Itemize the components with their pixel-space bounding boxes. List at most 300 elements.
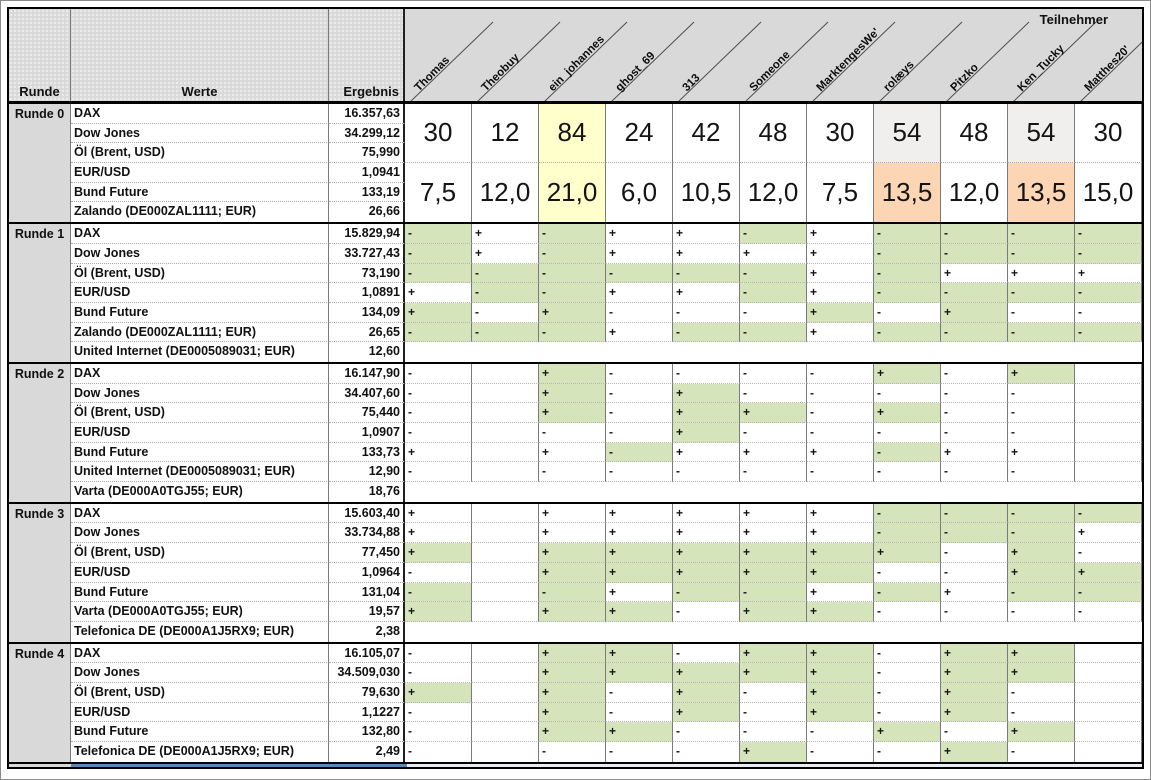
mark-cell[interactable]: - bbox=[1008, 504, 1075, 524]
mark-cell[interactable] bbox=[472, 683, 539, 703]
mark-cell[interactable]: - bbox=[405, 264, 472, 284]
mark-cell[interactable]: + bbox=[941, 644, 1008, 664]
cell-werte[interactable]: Dow Jones bbox=[71, 384, 329, 404]
mark-cell[interactable]: + bbox=[606, 283, 673, 303]
cell-ergebnis[interactable]: 16.147,90 bbox=[329, 364, 405, 384]
mark-cell[interactable]: - bbox=[472, 264, 539, 284]
score-cell[interactable]: 24 bbox=[606, 104, 673, 163]
cell-ergebnis[interactable]: 134,09 bbox=[329, 303, 405, 323]
mark-cell[interactable]: - bbox=[606, 443, 673, 463]
mark-cell[interactable]: + bbox=[472, 244, 539, 264]
mark-cell[interactable]: - bbox=[807, 384, 874, 404]
mark-cell[interactable]: + bbox=[941, 703, 1008, 723]
mark-cell[interactable]: + bbox=[539, 722, 606, 742]
cell-werte[interactable]: Bund Future bbox=[71, 183, 329, 203]
score-cell[interactable]: 30 bbox=[807, 104, 874, 163]
mark-cell[interactable]: + bbox=[539, 403, 606, 423]
mark-cell[interactable]: + bbox=[807, 504, 874, 524]
mark-cell[interactable]: + bbox=[539, 384, 606, 404]
cell-ergebnis[interactable]: 18,76 bbox=[329, 482, 405, 502]
mark-cell[interactable] bbox=[472, 602, 539, 622]
cell-werte[interactable]: Zalando (DE000ZAL1111; EUR) bbox=[71, 202, 329, 222]
mark-cell[interactable]: - bbox=[539, 462, 606, 482]
mark-cell[interactable]: - bbox=[1008, 602, 1075, 622]
cell-werte[interactable]: Telefonica DE (DE000A1J5RX9; EUR) bbox=[71, 742, 329, 762]
mark-cell[interactable]: - bbox=[740, 703, 807, 723]
mark-cell[interactable]: - bbox=[606, 303, 673, 323]
score-cell[interactable]: 7,5 bbox=[807, 163, 874, 222]
cell-ergebnis[interactable]: 19,57 bbox=[329, 602, 405, 622]
mark-cell[interactable]: + bbox=[807, 443, 874, 463]
mark-cell[interactable]: + bbox=[807, 523, 874, 543]
cell-ergebnis[interactable]: 1,0964 bbox=[329, 563, 405, 583]
mark-cell[interactable]: + bbox=[740, 244, 807, 264]
mark-cell[interactable]: - bbox=[874, 663, 941, 683]
mark-cell[interactable]: - bbox=[1008, 742, 1075, 762]
mark-cell[interactable]: + bbox=[606, 563, 673, 583]
cell-ergebnis[interactable]: 16.357,63 bbox=[329, 104, 405, 124]
cell-werte[interactable]: Öl (Brent, USD) bbox=[71, 143, 329, 163]
cell-ergebnis[interactable]: 33.734,88 bbox=[329, 523, 405, 543]
mark-cell[interactable]: - bbox=[941, 244, 1008, 264]
mark-cell[interactable]: - bbox=[1075, 283, 1142, 303]
mark-cell[interactable] bbox=[1075, 742, 1142, 762]
cell-werte[interactable]: DAX bbox=[71, 104, 329, 124]
header-ergebnis-cell[interactable] bbox=[329, 9, 405, 101]
mark-cell[interactable] bbox=[472, 742, 539, 762]
mark-cell[interactable]: - bbox=[539, 244, 606, 264]
mark-cell[interactable] bbox=[472, 384, 539, 404]
score-cell[interactable]: 84 bbox=[539, 104, 606, 163]
mark-cell[interactable]: + bbox=[807, 323, 874, 343]
cell-ergebnis[interactable]: 34.509,030 bbox=[329, 663, 405, 683]
mark-cell[interactable] bbox=[472, 403, 539, 423]
mark-cell[interactable]: + bbox=[1008, 443, 1075, 463]
mark-cell[interactable]: + bbox=[807, 283, 874, 303]
mark-cell[interactable]: - bbox=[405, 423, 472, 443]
mark-cell[interactable]: - bbox=[740, 224, 807, 244]
cell-ergebnis[interactable]: 73,190 bbox=[329, 264, 405, 284]
cell-ergebnis[interactable]: 1,0891 bbox=[329, 283, 405, 303]
mark-cell[interactable]: - bbox=[941, 563, 1008, 583]
mark-cell[interactable]: + bbox=[539, 504, 606, 524]
mark-cell[interactable]: - bbox=[1075, 583, 1142, 603]
cell-werte[interactable]: United Internet (DE0005089031; EUR) bbox=[71, 342, 329, 362]
mark-cell[interactable]: - bbox=[673, 323, 740, 343]
mark-cell[interactable]: + bbox=[405, 543, 472, 563]
participant-header-5[interactable]: 313 bbox=[680, 71, 703, 94]
mark-cell[interactable]: - bbox=[941, 462, 1008, 482]
mark-cell[interactable]: + bbox=[606, 722, 673, 742]
mark-cell[interactable]: - bbox=[405, 644, 472, 664]
mark-cell[interactable]: - bbox=[673, 264, 740, 284]
mark-cell[interactable] bbox=[1075, 423, 1142, 443]
mark-cell[interactable]: + bbox=[1008, 364, 1075, 384]
cell-ergebnis[interactable]: 2,38 bbox=[329, 622, 405, 642]
mark-cell[interactable]: - bbox=[606, 384, 673, 404]
mark-cell[interactable]: + bbox=[539, 443, 606, 463]
mark-cell[interactable]: - bbox=[1008, 283, 1075, 303]
header-runde-cell[interactable] bbox=[9, 9, 71, 101]
mark-cell[interactable]: - bbox=[874, 602, 941, 622]
mark-cell[interactable]: + bbox=[673, 523, 740, 543]
cell-werte[interactable]: DAX bbox=[71, 224, 329, 244]
mark-cell[interactable] bbox=[1075, 703, 1142, 723]
mark-cell[interactable]: - bbox=[539, 283, 606, 303]
score-cell[interactable]: 54 bbox=[1008, 104, 1075, 163]
score-cell[interactable]: 13,5 bbox=[874, 163, 941, 222]
mark-cell[interactable]: - bbox=[807, 403, 874, 423]
mark-cell[interactable] bbox=[1075, 403, 1142, 423]
participant-header-6[interactable]: Someone bbox=[747, 48, 793, 94]
mark-cell[interactable]: - bbox=[472, 303, 539, 323]
mark-cell[interactable]: - bbox=[1075, 323, 1142, 343]
cell-ergebnis[interactable]: 15.603,40 bbox=[329, 504, 405, 524]
score-cell[interactable]: 48 bbox=[740, 104, 807, 163]
mark-cell[interactable]: - bbox=[874, 264, 941, 284]
mark-cell[interactable]: - bbox=[673, 602, 740, 622]
cell-werte[interactable]: EUR/USD bbox=[71, 563, 329, 583]
mark-cell[interactable]: - bbox=[874, 384, 941, 404]
mark-cell[interactable]: + bbox=[874, 722, 941, 742]
round-label[interactable]: Runde 0 bbox=[9, 104, 71, 222]
mark-cell[interactable]: - bbox=[874, 323, 941, 343]
participant-header-11[interactable]: Matthes20' bbox=[1082, 43, 1133, 94]
cell-ergebnis[interactable]: 1,1227 bbox=[329, 703, 405, 723]
mark-cell[interactable]: - bbox=[941, 523, 1008, 543]
mark-cell[interactable]: - bbox=[874, 303, 941, 323]
cell-werte[interactable]: EUR/USD bbox=[71, 163, 329, 183]
mark-cell[interactable]: - bbox=[405, 364, 472, 384]
mark-cell[interactable]: + bbox=[405, 443, 472, 463]
mark-cell[interactable] bbox=[472, 423, 539, 443]
mark-cell[interactable]: + bbox=[941, 663, 1008, 683]
cell-ergebnis[interactable]: 16.105,07 bbox=[329, 644, 405, 664]
mark-cell[interactable]: - bbox=[539, 264, 606, 284]
mark-cell[interactable]: + bbox=[874, 364, 941, 384]
cell-werte[interactable]: Bund Future bbox=[71, 722, 329, 742]
mark-cell[interactable]: - bbox=[740, 323, 807, 343]
mark-cell[interactable] bbox=[472, 462, 539, 482]
mark-cell[interactable]: - bbox=[941, 323, 1008, 343]
mark-cell[interactable]: + bbox=[673, 443, 740, 463]
participant-header-8[interactable]: rolæys bbox=[881, 58, 917, 94]
mark-cell[interactable]: + bbox=[673, 403, 740, 423]
score-cell[interactable]: 12,0 bbox=[472, 163, 539, 222]
score-cell[interactable]: 6,0 bbox=[606, 163, 673, 222]
mark-cell[interactable]: - bbox=[405, 323, 472, 343]
mark-cell[interactable]: - bbox=[941, 543, 1008, 563]
mark-cell[interactable]: - bbox=[874, 683, 941, 703]
cell-ergebnis[interactable]: 33.727,43 bbox=[329, 244, 405, 264]
score-cell[interactable]: 10,5 bbox=[673, 163, 740, 222]
mark-cell[interactable]: + bbox=[606, 224, 673, 244]
mark-cell[interactable]: - bbox=[405, 244, 472, 264]
mark-cell[interactable] bbox=[1075, 364, 1142, 384]
mark-cell[interactable]: - bbox=[539, 224, 606, 244]
mark-cell[interactable]: + bbox=[1075, 523, 1142, 543]
mark-cell[interactable]: + bbox=[606, 523, 673, 543]
mark-cell[interactable]: - bbox=[405, 563, 472, 583]
empty-row-cell[interactable] bbox=[405, 342, 1142, 362]
participant-header-7[interactable]: MarktengesWe' bbox=[814, 26, 883, 95]
empty-row-cell[interactable] bbox=[405, 482, 1142, 502]
mark-cell[interactable]: - bbox=[1008, 683, 1075, 703]
cell-werte[interactable]: Dow Jones bbox=[71, 523, 329, 543]
cell-ergebnis[interactable]: 133,73 bbox=[329, 443, 405, 463]
participant-header-10[interactable]: Ken_Tucky bbox=[1015, 42, 1067, 94]
mark-cell[interactable]: - bbox=[673, 722, 740, 742]
mark-cell[interactable]: + bbox=[673, 384, 740, 404]
mark-cell[interactable]: - bbox=[539, 742, 606, 762]
mark-cell[interactable]: + bbox=[405, 504, 472, 524]
mark-cell[interactable]: - bbox=[606, 703, 673, 723]
cell-werte[interactable]: Telefonica DE (DE000A1J5RX9; EUR) bbox=[71, 622, 329, 642]
mark-cell[interactable]: - bbox=[941, 224, 1008, 244]
mark-cell[interactable]: - bbox=[673, 364, 740, 384]
mark-cell[interactable]: + bbox=[807, 563, 874, 583]
mark-cell[interactable]: - bbox=[673, 583, 740, 603]
mark-cell[interactable]: - bbox=[874, 283, 941, 303]
score-cell[interactable]: 54 bbox=[874, 104, 941, 163]
mark-cell[interactable]: - bbox=[941, 602, 1008, 622]
mark-cell[interactable]: + bbox=[941, 742, 1008, 762]
mark-cell[interactable]: + bbox=[1008, 543, 1075, 563]
round-label[interactable]: Runde 4 bbox=[9, 644, 71, 762]
mark-cell[interactable]: + bbox=[673, 543, 740, 563]
cell-ergebnis[interactable]: 132,80 bbox=[329, 722, 405, 742]
round-label[interactable]: Runde 2 bbox=[9, 364, 71, 502]
cell-ergebnis[interactable]: 12,60 bbox=[329, 342, 405, 362]
cell-werte[interactable]: Dow Jones bbox=[71, 663, 329, 683]
round-label[interactable]: Runde 1 bbox=[9, 224, 71, 362]
round-label[interactable]: Runde 3 bbox=[9, 504, 71, 642]
mark-cell[interactable]: - bbox=[1008, 583, 1075, 603]
mark-cell[interactable]: + bbox=[539, 683, 606, 703]
mark-cell[interactable]: + bbox=[941, 264, 1008, 284]
mark-cell[interactable]: - bbox=[807, 423, 874, 443]
mark-cell[interactable]: + bbox=[740, 602, 807, 622]
mark-cell[interactable]: + bbox=[673, 224, 740, 244]
mark-cell[interactable]: - bbox=[874, 583, 941, 603]
score-cell[interactable]: 13,5 bbox=[1008, 163, 1075, 222]
mark-cell[interactable]: + bbox=[1008, 722, 1075, 742]
cell-ergebnis[interactable]: 12,90 bbox=[329, 462, 405, 482]
mark-cell[interactable]: - bbox=[740, 683, 807, 703]
mark-cell[interactable]: - bbox=[807, 742, 874, 762]
mark-cell[interactable]: + bbox=[941, 683, 1008, 703]
cell-werte[interactable]: Öl (Brent, USD) bbox=[71, 683, 329, 703]
mark-cell[interactable]: + bbox=[539, 563, 606, 583]
mark-cell[interactable]: + bbox=[405, 602, 472, 622]
mark-cell[interactable]: - bbox=[874, 742, 941, 762]
mark-cell[interactable]: + bbox=[606, 323, 673, 343]
mark-cell[interactable]: - bbox=[606, 264, 673, 284]
mark-cell[interactable]: + bbox=[539, 523, 606, 543]
mark-cell[interactable]: - bbox=[606, 423, 673, 443]
participant-header-9[interactable]: Pitzko bbox=[948, 61, 981, 94]
mark-cell[interactable]: - bbox=[874, 563, 941, 583]
mark-cell[interactable]: + bbox=[807, 543, 874, 563]
mark-cell[interactable]: - bbox=[1075, 543, 1142, 563]
participant-header-1[interactable]: Thomas bbox=[412, 54, 453, 94]
mark-cell[interactable]: + bbox=[874, 403, 941, 423]
mark-cell[interactable]: + bbox=[606, 504, 673, 524]
participant-header-3[interactable]: ein_johannes bbox=[546, 33, 607, 94]
mark-cell[interactable]: - bbox=[1008, 323, 1075, 343]
mark-cell[interactable]: - bbox=[606, 683, 673, 703]
mark-cell[interactable]: + bbox=[807, 683, 874, 703]
mark-cell[interactable]: + bbox=[807, 703, 874, 723]
mark-cell[interactable] bbox=[1075, 722, 1142, 742]
mark-cell[interactable]: - bbox=[1008, 423, 1075, 443]
mark-cell[interactable] bbox=[1075, 644, 1142, 664]
mark-cell[interactable]: - bbox=[539, 423, 606, 443]
mark-cell[interactable]: + bbox=[539, 543, 606, 563]
mark-cell[interactable]: + bbox=[606, 244, 673, 264]
score-cell[interactable]: 12,0 bbox=[941, 163, 1008, 222]
mark-cell[interactable]: + bbox=[673, 663, 740, 683]
mark-cell[interactable]: - bbox=[1008, 244, 1075, 264]
mark-cell[interactable] bbox=[1075, 384, 1142, 404]
mark-cell[interactable]: + bbox=[941, 583, 1008, 603]
mark-cell[interactable]: - bbox=[405, 742, 472, 762]
mark-cell[interactable]: - bbox=[740, 423, 807, 443]
mark-cell[interactable]: - bbox=[874, 423, 941, 443]
mark-cell[interactable]: - bbox=[606, 462, 673, 482]
mark-cell[interactable]: - bbox=[874, 504, 941, 524]
mark-cell[interactable]: - bbox=[941, 364, 1008, 384]
mark-cell[interactable]: + bbox=[807, 644, 874, 664]
mark-cell[interactable]: - bbox=[606, 403, 673, 423]
mark-cell[interactable]: - bbox=[941, 403, 1008, 423]
mark-cell[interactable]: + bbox=[472, 224, 539, 244]
mark-cell[interactable]: - bbox=[740, 283, 807, 303]
mark-cell[interactable]: - bbox=[941, 384, 1008, 404]
mark-cell[interactable]: - bbox=[1008, 303, 1075, 323]
mark-cell[interactable]: - bbox=[539, 583, 606, 603]
mark-cell[interactable]: - bbox=[405, 663, 472, 683]
mark-cell[interactable] bbox=[472, 543, 539, 563]
cell-werte[interactable]: Bund Future bbox=[71, 583, 329, 603]
participant-header-4[interactable]: ghost_69 bbox=[613, 49, 658, 94]
mark-cell[interactable]: + bbox=[740, 543, 807, 563]
cell-werte[interactable]: Öl (Brent, USD) bbox=[71, 403, 329, 423]
mark-cell[interactable]: - bbox=[405, 722, 472, 742]
cell-ergebnis[interactable]: 79,630 bbox=[329, 683, 405, 703]
header-werte-cell[interactable] bbox=[71, 9, 329, 101]
cell-ergebnis[interactable]: 75,990 bbox=[329, 143, 405, 163]
mark-cell[interactable]: + bbox=[405, 523, 472, 543]
participants-header[interactable] bbox=[405, 9, 1142, 101]
score-cell[interactable]: 21,0 bbox=[539, 163, 606, 222]
mark-cell[interactable]: + bbox=[673, 563, 740, 583]
score-cell[interactable]: 7,5 bbox=[405, 163, 472, 222]
score-cell[interactable]: 15,0 bbox=[1075, 163, 1142, 222]
mark-cell[interactable]: + bbox=[673, 703, 740, 723]
mark-cell[interactable]: + bbox=[539, 663, 606, 683]
mark-cell[interactable]: + bbox=[740, 563, 807, 583]
mark-cell[interactable] bbox=[1075, 462, 1142, 482]
cell-werte[interactable]: EUR/USD bbox=[71, 703, 329, 723]
mark-cell[interactable]: + bbox=[740, 443, 807, 463]
mark-cell[interactable] bbox=[472, 722, 539, 742]
mark-cell[interactable]: - bbox=[740, 384, 807, 404]
mark-cell[interactable]: - bbox=[673, 742, 740, 762]
mark-cell[interactable]: - bbox=[874, 224, 941, 244]
score-cell[interactable]: 30 bbox=[405, 104, 472, 163]
cell-ergebnis[interactable]: 2,49 bbox=[329, 742, 405, 762]
mark-cell[interactable]: - bbox=[807, 364, 874, 384]
mark-cell[interactable]: + bbox=[606, 583, 673, 603]
mark-cell[interactable]: + bbox=[539, 703, 606, 723]
mark-cell[interactable]: - bbox=[472, 323, 539, 343]
mark-cell[interactable] bbox=[472, 644, 539, 664]
mark-cell[interactable]: + bbox=[807, 663, 874, 683]
mark-cell[interactable]: - bbox=[874, 703, 941, 723]
mark-cell[interactable]: - bbox=[1075, 303, 1142, 323]
mark-cell[interactable]: - bbox=[807, 722, 874, 742]
score-cell[interactable]: 30 bbox=[1075, 104, 1142, 163]
empty-row-cell[interactable] bbox=[405, 622, 1142, 642]
cell-werte[interactable]: DAX bbox=[71, 644, 329, 664]
mark-cell[interactable] bbox=[472, 663, 539, 683]
mark-cell[interactable]: - bbox=[405, 703, 472, 723]
cell-werte[interactable]: DAX bbox=[71, 364, 329, 384]
mark-cell[interactable]: - bbox=[1075, 224, 1142, 244]
mark-cell[interactable] bbox=[1075, 663, 1142, 683]
cell-werte[interactable]: Öl (Brent, USD) bbox=[71, 543, 329, 563]
mark-cell[interactable]: + bbox=[807, 264, 874, 284]
mark-cell[interactable]: + bbox=[606, 602, 673, 622]
mark-cell[interactable]: + bbox=[606, 644, 673, 664]
mark-cell[interactable] bbox=[472, 443, 539, 463]
mark-cell[interactable]: + bbox=[807, 244, 874, 264]
mark-cell[interactable]: - bbox=[1008, 523, 1075, 543]
cell-werte[interactable]: Bund Future bbox=[71, 443, 329, 463]
mark-cell[interactable]: + bbox=[606, 543, 673, 563]
mark-cell[interactable]: - bbox=[606, 742, 673, 762]
mark-cell[interactable]: - bbox=[941, 283, 1008, 303]
mark-cell[interactable]: + bbox=[807, 224, 874, 244]
mark-cell[interactable]: - bbox=[539, 323, 606, 343]
mark-cell[interactable]: - bbox=[874, 644, 941, 664]
mark-cell[interactable]: - bbox=[941, 722, 1008, 742]
mark-cell[interactable]: + bbox=[1008, 644, 1075, 664]
cell-werte[interactable]: Varta (DE000A0TGJ55; EUR) bbox=[71, 482, 329, 502]
cell-werte[interactable]: Zalando (DE000ZAL1111; EUR) bbox=[71, 323, 329, 343]
mark-cell[interactable]: + bbox=[1008, 663, 1075, 683]
mark-cell[interactable] bbox=[472, 364, 539, 384]
cell-ergebnis[interactable]: 34.407,60 bbox=[329, 384, 405, 404]
mark-cell[interactable]: - bbox=[874, 462, 941, 482]
mark-cell[interactable]: - bbox=[1075, 504, 1142, 524]
mark-cell[interactable]: + bbox=[673, 683, 740, 703]
mark-cell[interactable]: + bbox=[807, 303, 874, 323]
mark-cell[interactable]: - bbox=[740, 722, 807, 742]
mark-cell[interactable]: - bbox=[874, 523, 941, 543]
cell-werte[interactable]: Dow Jones bbox=[71, 244, 329, 264]
mark-cell[interactable]: + bbox=[740, 523, 807, 543]
cell-werte[interactable]: EUR/USD bbox=[71, 283, 329, 303]
mark-cell[interactable]: + bbox=[740, 504, 807, 524]
mark-cell[interactable]: - bbox=[1008, 462, 1075, 482]
participant-header-2[interactable]: Theobuy bbox=[479, 51, 522, 94]
cell-ergebnis[interactable]: 26,65 bbox=[329, 323, 405, 343]
mark-cell[interactable]: + bbox=[405, 283, 472, 303]
cell-ergebnis[interactable]: 77,450 bbox=[329, 543, 405, 563]
mark-cell[interactable]: + bbox=[673, 283, 740, 303]
